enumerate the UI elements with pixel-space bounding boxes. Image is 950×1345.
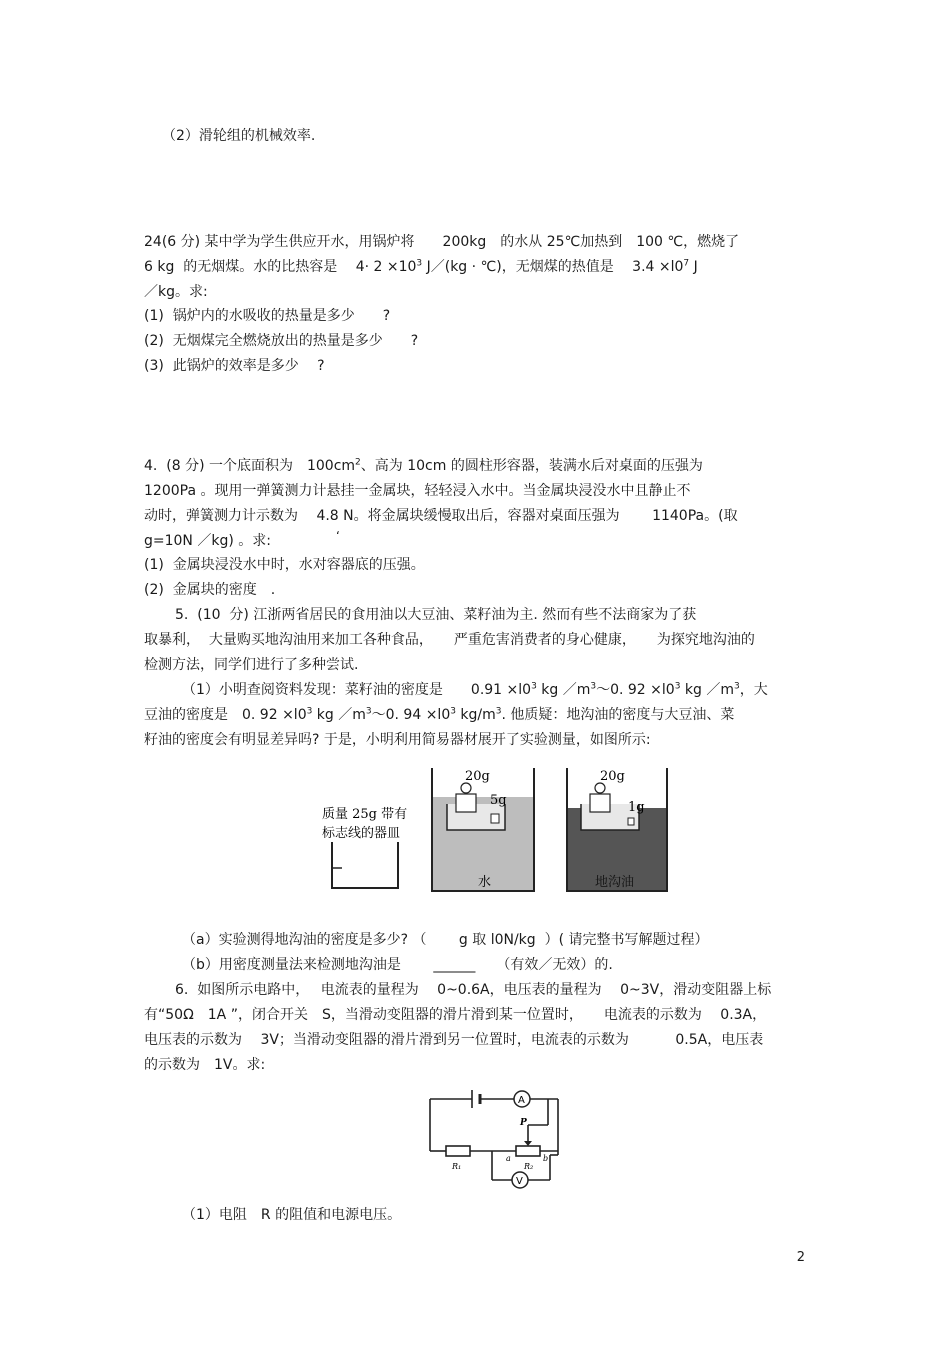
q4-line3: 动时，弹簧测力计示数为 4.8 N。将金属块缓慢取出后，容器对桌面压强为 1140Pa。(取 [144,508,738,524]
q6-line1: 6. 如图所示电路中， 电流表的量程为 0~0.6A，电压表的量程为 0~3V，滑动变阻器上标 [175,982,772,998]
q4-item1: (1) 金属块浸没水中时，水对容器底的压强。 [144,557,425,573]
q24-line3: ／kg。求: [144,284,208,300]
r2-label: R₂ [524,1162,534,1171]
oil-weight-1g [628,818,634,825]
weight-label-20g-oil: 20g [600,769,625,784]
terminal-a-label: a [506,1154,511,1163]
oil-weight-20g [590,794,610,812]
dish-label-1: 质量 25g 带有 [322,807,408,822]
q5-line3: 检测方法，同学们进行了多种尝试. [144,657,359,673]
q6-line4: 的示数为 1V。求: [144,1057,266,1073]
weight-label-5g: 5g [490,793,507,808]
q23-sub2: （2）滑轮组的机械效率. [162,128,316,144]
weight-label-20g: 20g [465,769,490,784]
q4-line4: g=10N ／kg) 。求: [144,533,271,549]
q5-p2: 豆油的密度是 0. $92 \times l0^3$ kg $/m^3\sim 0$. $94 \times l0^3$ $kg/m^3$. 他质疑：地沟油的密度与大豆油、菜 [144,706,735,723]
q4-item2: (2) 金属块的密度 . [144,582,276,598]
oil-label: 地沟油 [595,875,635,890]
q24-line2: 6 kg 的无烟煤。水的比热容是 $4\cdot 2 \times 10^3$ J／(kg · ℃)，无烟煤的热值是 $3.4 \times l0^7$ J [144,258,698,275]
weight-label-1g: 1g [628,800,645,815]
q5-p3: 籽油的密度会有明显差异吗? 于是，小明利用简易器材展开了实验测量，如图所示: [144,732,651,748]
q6-line2: 有“50Ω 1A ”，闭合开关 S，当滑动变阻器的滑片滑到某一位置时， 电流表的示数为 0.3A， [144,1007,767,1023]
voltmeter-label: V [516,1176,523,1187]
circuit-diagram [420,1085,570,1193]
page-number: 2 [796,1250,805,1265]
q6-sub1: （1）电阻 R 的阻值和电源电压。 [182,1207,402,1223]
slider-label: P [520,1118,527,1128]
q24-item2: (2) 无烟煤完全燃烧放出的热量是多少 ? [144,333,419,349]
density-experiment-figure [310,760,670,900]
q4-line2: 1200Pa 。现用一弹簧测力计悬挂一金属块，轻轻浸入水中。当金属块浸没水中且静止不 [144,483,691,499]
q5-qa: （a）实验测得地沟油的密度是多少? （ g 取 l0N/kg ）( 请完整书写解题过程） [182,932,709,948]
ammeter-label: A [518,1095,525,1106]
q5-line1: 5. (10 分) 江浙两省居民的食用油以大豆油、菜籽油为主. 然而有些不法商家为了获 [175,607,697,623]
q5-line2: 取暴利， 大量购买地沟油用来加工各种食品， 严重危害消费者的身心健康， 为探究地沟油的 [144,632,755,648]
resistor-r1 [446,1146,470,1156]
q5-p1: （1）小明查阅资料发现：菜籽油的密度是 $0.91 \times l0^3$ kg $/m^3\sim 0$. $92 \times l0^3$ kg $/m^3$，大 [182,681,768,698]
q4-tick: ‘ [336,529,340,543]
resistor-r2 [516,1146,540,1156]
water-label: 水 [478,875,492,890]
q24-item3: (3) 此锅炉的效率是多少 ? [144,358,325,374]
r1-label: R₁ [452,1162,462,1171]
q24-line1: 24(6 分) 某中学为学生供应开水，用锅炉将 200kg 的水从 25℃加热到 100 ℃，燃烧了 [144,234,740,250]
terminal-b-label: b [543,1154,549,1163]
water-weight-5g [491,814,499,823]
q5-qb: （b）用密度测量法来检测地沟油是 ______ （有效／无效）的. [182,957,613,973]
dish-outline [332,842,398,888]
q6-line3: 电压表的示数为 3V；当滑动变阻器的滑片滑到另一位置时，电流表的示数为 0.5A，电压表 [144,1032,764,1048]
dish-label-2: 标志线的器皿 [322,826,401,841]
water-weight-20g [456,794,476,812]
q4-line1: 4. (8 分) 一个底面积为 $100cm^2$、高为 10cm 的圆柱形容器，装满水后对桌面的压强为 [144,457,703,474]
q24-item1: (1) 锅炉内的水吸收的热量是多少 ? [144,308,391,324]
